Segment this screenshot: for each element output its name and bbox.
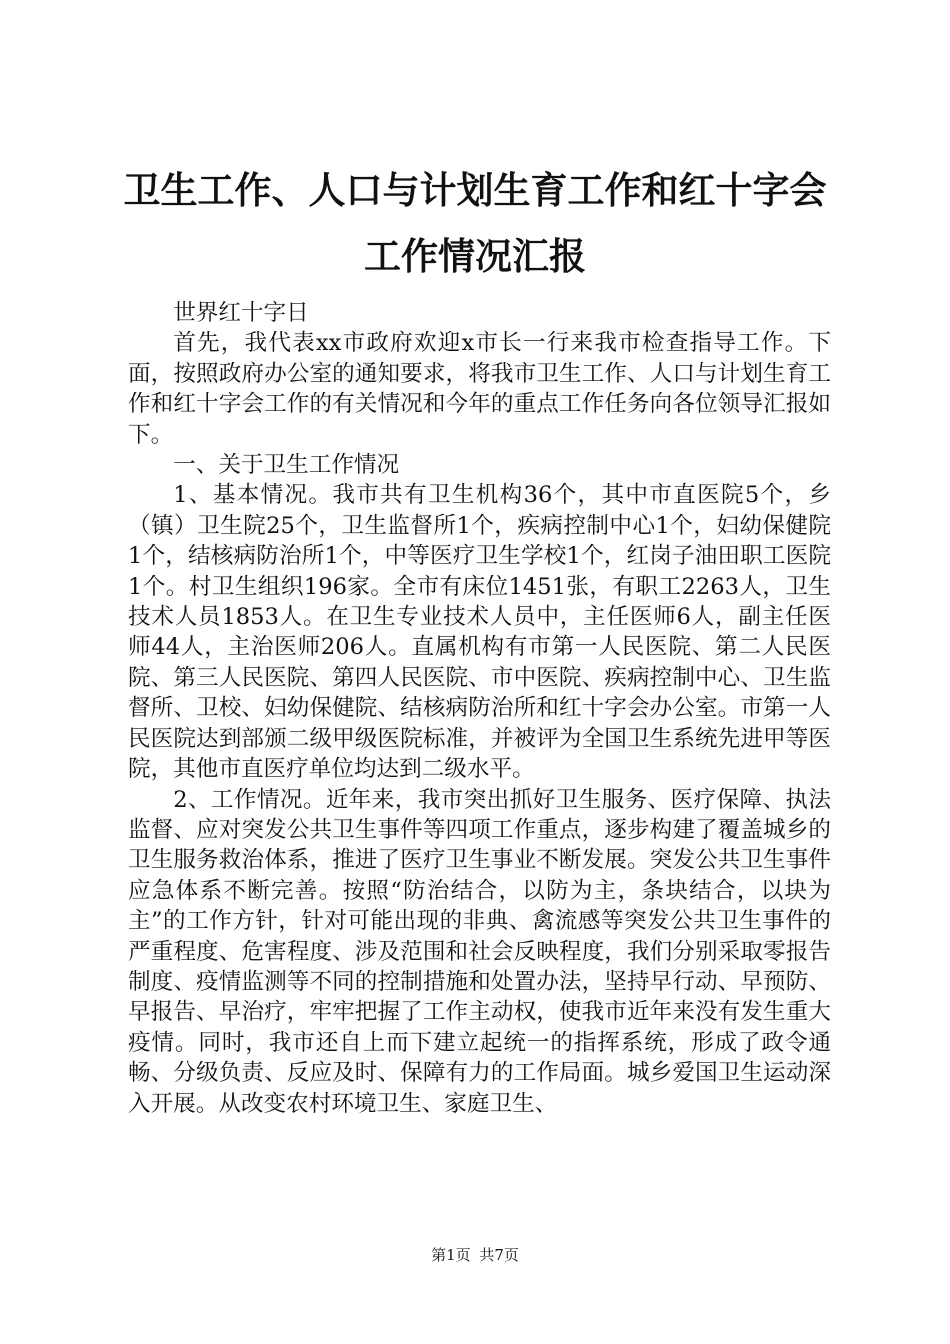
paragraph-work-situation: 2、工作情况。近年来，我市突出抓好卫生服务、医疗保障、执法监督、应对突发公共卫生事件等四项工作重点，逐步构建了覆盖城乡的卫生服务救治体系，推进了医疗卫生事业不断发展。突发公共卫生事件应急体系不断完善。按照“防治结合，以防为主，条块结合，以块为主”的工作方针，针对可能出现的非典、禽流感等突发公共卫生事件的严重程度、危害程度、涉及范围和社会反映程度，我们分别采取零报告制度、疫情监测等不同的控制措施和处置办法，坚持早行动、早预防、早报告、早治疗，牢牢把握了工作主动权，使我市近年来没有发生重大疫情。同时，我市还自上而下建立起统一的指挥系统，形成了政令通畅、分级负责、反应及时、保障有力的工作局面。城乡爱国卫生运动深入开展。从改变农村环境卫生、家庭卫生、 [128, 786, 831, 1117]
page-footer [0, 1245, 950, 1265]
paragraph-intro: 首先，我代表xx市政府欢迎x市长一行来我市检查指导工作。下面，按照政府办公室的通知要求，将我市卫生工作、人口与计划生育工作和红十字会工作的有关情况和今年的重点工作任务向各位领导汇报如下。 [128, 330, 831, 448]
document-title: 卫生工作、人口与计划生育工作和红十字会工作情况汇报 [123, 169, 827, 278]
paragraph-subtitle: 世界红十字日 [173, 300, 309, 326]
page-total: 共7页 [479, 1246, 519, 1264]
page-number: 第1页 [431, 1246, 471, 1264]
section-heading-health: 一、关于卫生工作情况 [173, 452, 400, 479]
document-body [128, 298, 831, 1119]
paragraph-basic-situation: 1、基本情况。我市共有卫生机构36个，其中市直医院5个，乡（镇）卫生院25个，卫生监督所1个，疾病控制中心1个，妇幼保健院1个，结核病防治所1个，中等医疗卫生学校1个，红岗子油田职工医院1个。村卫生组织196家。全市有床位1451张，有职工2263人，卫生技术人员1853人。在卫生专业技术人员中，主任医师6人，副主任医师44人，主治医师206人。直属机构有市第一人民医院、第二人民医院、第三人民医院、第四人民医院、市中医院、疾病控制中心、卫生监督所、卫校、妇幼保健院、结核病防治所和红十字会办公室。市第一人民医院达到部颁二级甲级医院标准，并被评为全国卫生系统先进甲等医院，其他市直医疗单位均达到二级水平。 [128, 482, 831, 783]
